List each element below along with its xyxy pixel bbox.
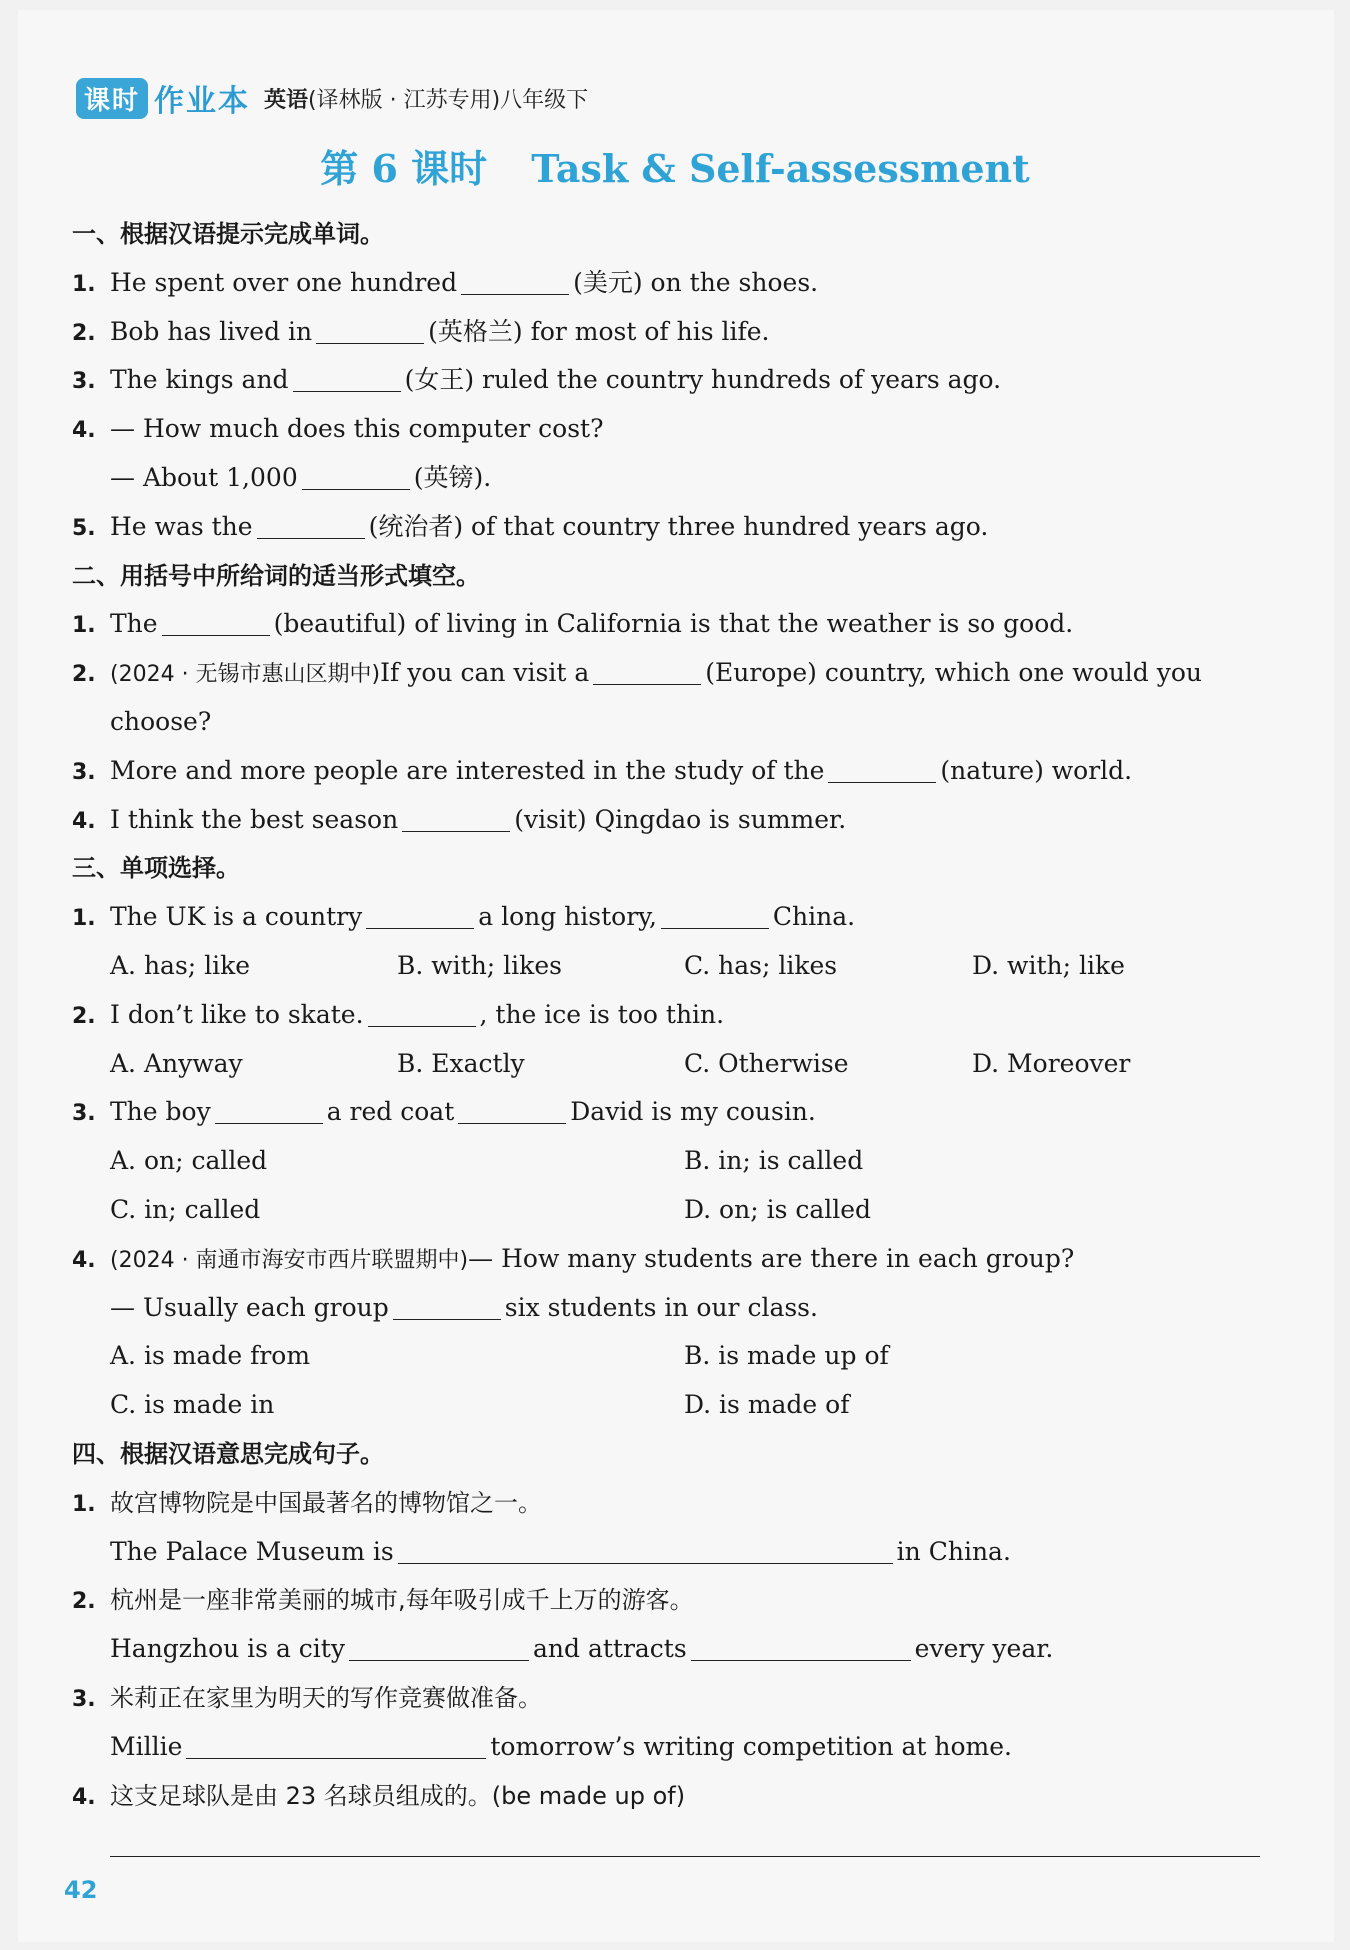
answer-blank[interactable]: [368, 1025, 476, 1027]
section-heading: 三、单项选择。: [72, 854, 240, 883]
exercise-line: [72, 698, 1272, 747]
exercise-line: [72, 991, 1272, 1040]
exercise-line: [72, 356, 1272, 405]
exercise-line: [72, 1674, 1272, 1723]
answer-blank[interactable]: [215, 1122, 323, 1124]
answer-blank[interactable]: [257, 537, 365, 539]
question-number: 3.: [72, 369, 96, 395]
exercise-line: [72, 1235, 1272, 1284]
exercise-line: [72, 942, 1272, 991]
publisher-logo: [76, 76, 250, 120]
answer-option[interactable]: A. on; called: [110, 1146, 268, 1176]
section-heading: 一、根据汉语提示完成单词。: [72, 220, 384, 248]
edition: (译林版 · 江苏专用)八年级下: [308, 87, 589, 113]
answer-option[interactable]: C. is made in: [110, 1390, 275, 1420]
exercise-line: [72, 552, 1272, 601]
lesson-topic: Task & Self-assessment: [531, 146, 1030, 191]
question-text: The UK is a country: [110, 902, 363, 932]
answer-blank[interactable]: [293, 390, 401, 392]
question-text: (英格兰) for most of his life.: [428, 316, 770, 346]
answer-option[interactable]: C. has; likes: [684, 950, 838, 980]
question-text: 故宫博物院是中国最著名的博物馆之一。: [110, 1488, 542, 1517]
question-text: He spent over one hundred: [110, 267, 458, 297]
question-text: 米莉正在家里为明天的写作竞赛做准备。: [110, 1683, 542, 1712]
exercise-line: [72, 1479, 1272, 1528]
exercise-line: [72, 893, 1272, 942]
answer-option[interactable]: C. Otherwise: [684, 1048, 849, 1078]
exercise-line: [72, 1381, 1272, 1430]
exercise-line: [72, 1723, 1272, 1772]
answer-blank[interactable]: [398, 1562, 893, 1564]
answer-option[interactable]: D. on; is called: [684, 1194, 872, 1224]
question-number: 1.: [72, 271, 96, 297]
answer-blank[interactable]: [691, 1659, 911, 1661]
question-text: — How many students are there in each group?: [468, 1243, 1075, 1273]
question-text: Bob has lived in: [110, 316, 313, 346]
question-text: tomorrow’s writing competition at home.: [490, 1731, 1012, 1761]
question-text: a long history,: [478, 902, 657, 932]
exercise-line: [72, 1430, 1272, 1479]
question-text: (英镑).: [413, 462, 492, 492]
question-text: , the ice is too thin.: [479, 999, 725, 1029]
question-text: every year.: [914, 1634, 1054, 1664]
section-heading: 四、根据汉语意思完成句子。: [72, 1439, 384, 1468]
question-text: More and more people are interested in the study of the: [110, 755, 825, 785]
exercise-line: [72, 796, 1272, 845]
question-text: in China.: [896, 1536, 1011, 1566]
answer-option[interactable]: A. has; like: [110, 950, 251, 980]
question-text: David is my cousin.: [570, 1097, 816, 1127]
question-number: 3.: [72, 1686, 96, 1712]
answer-option[interactable]: A. Anyway: [110, 1048, 243, 1078]
exercise-line: [72, 210, 1272, 259]
answer-option[interactable]: D. is made of: [684, 1390, 850, 1420]
question-number: 4.: [72, 1247, 96, 1273]
question-text: (统治者) of that country three hundred years ago.: [368, 511, 989, 541]
answer-blank[interactable]: [162, 634, 270, 636]
question-text: The boy: [110, 1097, 211, 1127]
subject: 英语: [264, 87, 309, 113]
answer-option[interactable]: C. in; called: [110, 1194, 261, 1224]
answer-blank[interactable]: [828, 781, 936, 783]
question-text: The kings and: [110, 365, 289, 395]
exercise-line: [72, 1186, 1272, 1235]
question-number: 1.: [72, 1491, 96, 1517]
question-text: If you can visit a: [380, 658, 590, 688]
question-text: I don’t like to skate.: [110, 999, 364, 1029]
logo-badge: 课时: [76, 78, 148, 119]
exercise-line: [72, 844, 1272, 893]
question-text: 杭州是一座非常美丽的城市,每年吸引成千上万的游客。: [110, 1586, 694, 1615]
answer-option[interactable]: B. Exactly: [397, 1048, 525, 1078]
answer-option[interactable]: A. is made from: [110, 1341, 311, 1371]
question-text: The Palace Museum is: [110, 1536, 394, 1566]
question-text: a red coat: [326, 1097, 455, 1127]
question-text: (美元) on the shoes.: [573, 267, 819, 297]
exercise-line: [72, 649, 1272, 698]
answer-blank[interactable]: [661, 927, 769, 929]
exercise-line: [72, 308, 1272, 357]
answer-blank[interactable]: [458, 1122, 566, 1124]
question-text: The: [110, 609, 158, 639]
question-text: — About 1,000: [110, 462, 298, 492]
exercise-line: [72, 454, 1272, 503]
answer-blank[interactable]: [186, 1757, 486, 1759]
answer-blank[interactable]: [349, 1659, 529, 1661]
exercise-line: [72, 405, 1272, 454]
answer-blank[interactable]: [402, 830, 510, 832]
question-text: and attracts: [532, 1634, 687, 1664]
answer-option[interactable]: D. Moreover: [972, 1048, 1131, 1078]
question-text: (nature) world.: [940, 755, 1133, 785]
question-number: 3.: [72, 759, 96, 785]
question-source: (2024 · 南通市海安市西片联盟期中): [110, 1247, 469, 1273]
answer-blank[interactable]: [593, 683, 701, 685]
answer-blank[interactable]: [461, 293, 569, 295]
question-number: 3.: [72, 1101, 96, 1127]
exercise-line: [72, 600, 1272, 649]
section-heading: 二、用括号中所给词的适当形式填空。: [72, 561, 480, 590]
exercise-line: [72, 1040, 1272, 1089]
question-number: 1.: [72, 906, 96, 932]
question-number: 2.: [72, 1003, 96, 1029]
answer-line[interactable]: [110, 1856, 1260, 1857]
question-text: — How much does this computer cost?: [110, 414, 604, 444]
question-number: 2.: [72, 1589, 96, 1615]
question-text: He was the: [110, 511, 253, 541]
question-number: 4.: [72, 1784, 96, 1810]
exercise-content: [72, 210, 1272, 1820]
exercise-line: [72, 1332, 1272, 1381]
question-number: 5.: [72, 515, 96, 541]
question-text: (Europe) country, which one would you: [705, 658, 1203, 688]
logo-text: 作业本: [154, 84, 251, 119]
header: [76, 76, 588, 120]
answer-blank[interactable]: [316, 342, 424, 344]
exercise-line: [72, 1576, 1272, 1625]
question-number: 4.: [72, 418, 96, 444]
lesson-number: 第 6 课时: [320, 146, 488, 191]
question-text: 这支足球队是由 23 名球员组成的。(be made up of): [110, 1781, 686, 1810]
question-text: Millie: [110, 1731, 183, 1761]
answer-blank[interactable]: [302, 488, 410, 490]
exercise-line: [72, 259, 1272, 308]
exercise-line: [72, 503, 1272, 552]
answer-option[interactable]: B. is made up of: [684, 1341, 889, 1371]
answer-option[interactable]: B. with; likes: [397, 950, 562, 980]
answer-option[interactable]: D. with; like: [972, 950, 1125, 980]
question-text: Hangzhou is a city: [110, 1634, 345, 1664]
question-number: 4.: [72, 808, 96, 834]
question-number: 2.: [72, 320, 96, 346]
exercise-line: [72, 1528, 1272, 1577]
question-text: (女王) ruled the country hundreds of years ago.: [404, 365, 1002, 395]
answer-blank[interactable]: [366, 927, 474, 929]
exercise-line: [72, 1137, 1272, 1186]
question-text: choose?: [110, 706, 212, 736]
question-text: (beautiful) of living in California is that the weather is so good.: [273, 609, 1074, 639]
exercise-line: [72, 747, 1272, 796]
question-number: 1.: [72, 613, 96, 639]
exercise-line: [72, 1284, 1272, 1333]
question-number: 2.: [72, 662, 96, 688]
question-text: (visit) Qingdao is summer.: [514, 804, 847, 834]
question-text: — Usually each group: [110, 1292, 389, 1322]
book-info: [264, 83, 588, 114]
question-source: (2024 · 无锡市惠山区期中): [110, 662, 381, 688]
answer-option[interactable]: B. in; is called: [684, 1146, 864, 1176]
exercise-line: [72, 1088, 1272, 1137]
page-number: 42: [64, 1876, 98, 1904]
exercise-line: [72, 1772, 1272, 1821]
question-text: China.: [772, 902, 856, 932]
answer-blank[interactable]: [393, 1318, 501, 1320]
question-text: six students in our class.: [504, 1292, 818, 1322]
exercise-line: [72, 1625, 1272, 1674]
lesson-title: [0, 138, 1350, 193]
question-text: I think the best season: [110, 804, 399, 834]
